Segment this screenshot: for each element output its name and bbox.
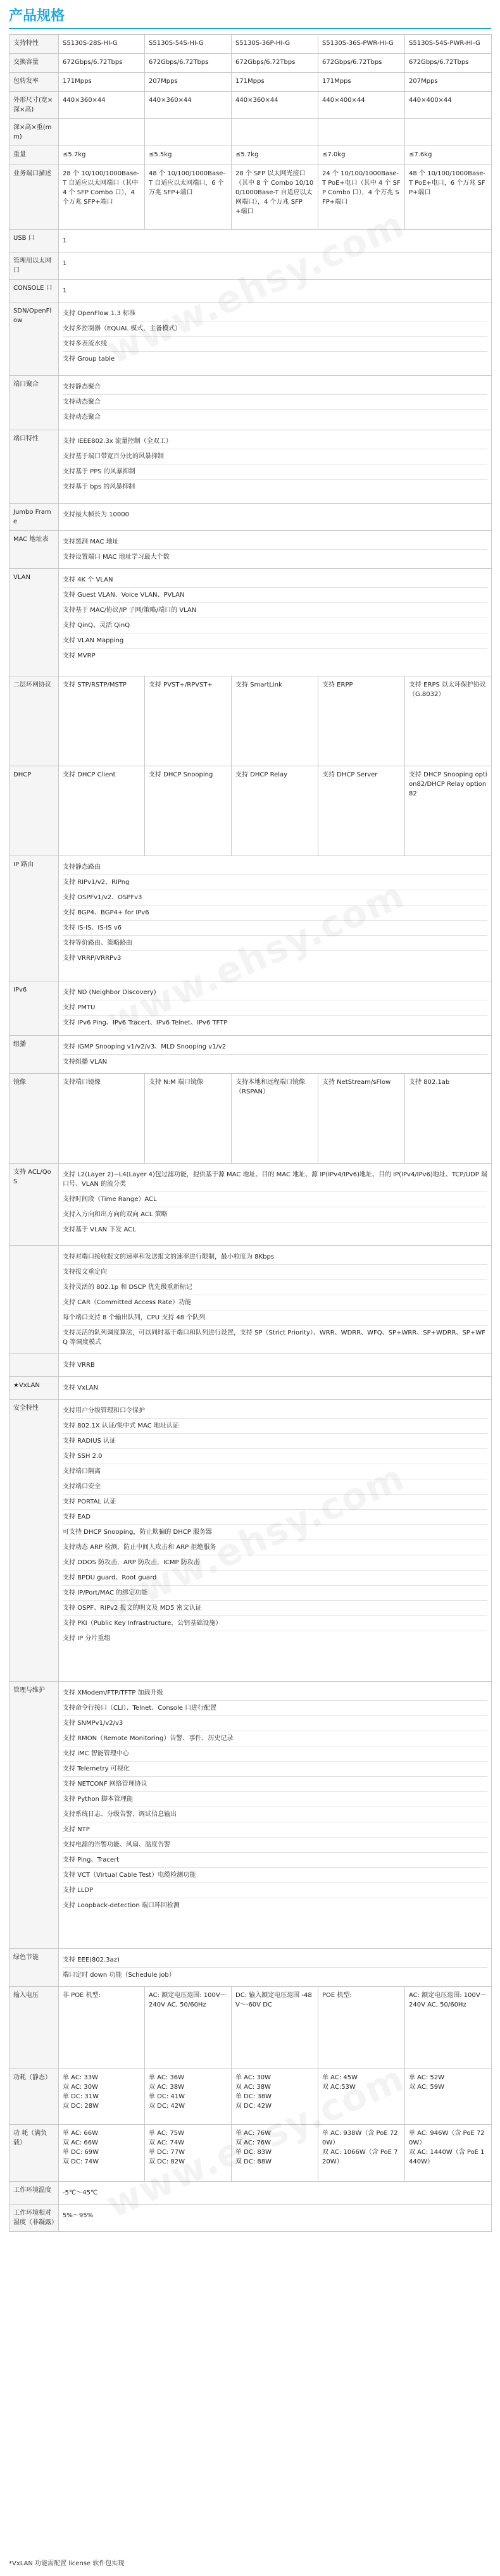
spec-cell: 672Gbps/6.72Tbps — [405, 54, 492, 73]
spec-row-label: 功耗（静态） — [9, 2069, 59, 2125]
spec-cell: 440×360×44 — [145, 92, 232, 119]
spec-row-label: 业务端口描述 — [9, 165, 59, 230]
spec-item: 支持 OpenFlow 1.3 标准 — [63, 306, 487, 321]
spec-row-label: 支持 ACL/QoS — [9, 1164, 59, 1246]
spec-cell: 支持本地和远程端口镜像（RSPAN） — [232, 1074, 318, 1164]
spec-item: 支持 802.1X 认证/集中式 MAC 地址认证 — [63, 1419, 487, 1434]
spec-item: 1 — [63, 260, 67, 267]
spec-item: 支持 DDOS 防攻击，ARP 防攻击，ICMP 防攻击 — [63, 1555, 487, 1571]
spec-cell: S5130S-28S-HI-G — [59, 35, 145, 54]
spec-cell: 672Gbps/6.72Tbps — [318, 54, 405, 73]
spec-item: 1 — [63, 237, 67, 244]
spec-item: 支持 Ping、Tracert — [63, 1853, 487, 1868]
spec-cell: 支持端口镜像 — [59, 1074, 145, 1164]
spec-merged-cell — [59, 1246, 492, 1354]
spec-row-label: SDN/OpenFlow — [9, 302, 59, 376]
spec-cell: 单 AC: 33W 双 AC: 30W 单 DC: 31W 双 DC: 28W — [59, 2069, 145, 2125]
spec-merged-cell — [59, 1949, 492, 1987]
spec-item: 支持基于端口带宽百分比的风暴抑制 — [63, 449, 487, 464]
spec-cell: 支持 ERPP — [318, 676, 405, 766]
spec-item: 支持等价路由、策略路由 — [63, 936, 487, 951]
spec-cell: 单 AC: 66W 双 AC: 66W 单 DC: 69W 双 DC: 74W — [59, 2125, 145, 2182]
spec-row — [9, 1377, 492, 1400]
spec-row — [9, 119, 492, 146]
spec-merged-cell — [59, 1682, 492, 1949]
spec-item: 支持入方向和出方向的双向 ACL 策略 — [63, 1207, 487, 1223]
spec-row — [9, 2182, 492, 2205]
title-divider — [9, 28, 491, 29]
spec-row-label: 管理用以太网口 — [9, 252, 59, 280]
spec-item: 支持 RIPv1/v2、RIPng — [63, 875, 487, 890]
spec-item: 支持 IPv6 Ping、IPv6 Tracert、IPv6 Telnet、IPv6 TFTP — [63, 1019, 228, 1026]
spec-cell: 672Gbps/6.72Tbps — [145, 54, 232, 73]
spec-cell: ≤5.7kg — [59, 146, 145, 165]
spec-row-label: IP 路由 — [9, 856, 59, 981]
spec-item: 支持 NETCONF 网络管理协议 — [63, 1777, 487, 1792]
spec-cell: 440×400×44 — [318, 92, 405, 119]
spec-cell: 207Mpps — [405, 73, 492, 92]
spec-item: 支持基于 VLAN 下发 ACL — [63, 1226, 136, 1233]
footnote: *VxLAN 功能需配置 license 软件包实现 — [9, 2560, 125, 2567]
spec-item: 支持 Loopback-detection 端口环回检测 — [63, 1902, 180, 1909]
spec-row-label: 端口特性 — [9, 430, 59, 504]
spec-merged-cell — [59, 1354, 492, 1377]
spec-merged-cell — [59, 1164, 492, 1246]
spec-merged-cell — [59, 504, 492, 531]
spec-item: 支持 IS-IS、IS-IS v6 — [63, 921, 487, 936]
spec-row — [9, 73, 492, 92]
spec-item: 支持端口安全 — [63, 1479, 487, 1495]
spec-cell: 单 AC: 52W 双 AC: 59W — [405, 2069, 492, 2125]
page-title: 产品规格 — [9, 8, 65, 24]
spec-item: 支持动态聚合 — [63, 414, 101, 421]
spec-cell: 48 个 10/100/1000Base-T PoE+电口，6 个万兆 SFP+端口 — [405, 165, 492, 230]
spec-row — [9, 1246, 492, 1354]
spec-cell: 单 AC: 75W 双 AC: 74W 单 DC: 77W 双 DC: 82W — [145, 2125, 232, 2182]
spec-cell: 单 AC: 76W 双 AC: 76W 单 DC: 83W 双 DC: 88W — [232, 2125, 318, 2182]
spec-item: 支持 BPDU guard、Root guard — [63, 1571, 487, 1586]
spec-row-label: 绿色节能 — [9, 1949, 59, 1987]
spec-row — [9, 92, 492, 119]
spec-item: 支持静态路由 — [63, 860, 487, 875]
spec-item: 支持系统日志、分级告警、调试信息输出 — [63, 1807, 487, 1822]
spec-merged-cell — [59, 1377, 492, 1400]
spec-item: 支持 SNMPv1/v2/v3 — [63, 1716, 487, 1731]
spec-item: 支持时间段（Time Range）ACL — [63, 1192, 487, 1207]
spec-row-label: 支持特性 — [9, 35, 59, 54]
spec-row-label: 管理与维护 — [9, 1682, 59, 1949]
spec-row — [9, 504, 492, 531]
spec-cell: 672Gbps/6.72Tbps — [59, 54, 145, 73]
spec-row — [9, 981, 492, 1036]
spec-item: 支持 OSPF、RIPv2 报文的明文及 MD5 密文认证 — [63, 1601, 487, 1616]
spec-item: 支持 L2(Layer 2)~L4(Layer 4)包过滤功能，提供基于源 MAC 地址、目的 MAC 地址、源 IP(IPv4/IPv6)地址、目的 IP(IPv4/IPv6)地址、TCP/UDP 端口号、VLAN 的流分类 — [63, 1167, 487, 1192]
spec-row — [9, 376, 492, 430]
spec-item: 可支持 DHCP Snooping，防止欺骗的 DHCP 服务器 — [63, 1525, 487, 1540]
spec-cell: 48 个 10/100/1000Base-T 自适应以太网端口，6 个万兆 SFP+端口 — [145, 165, 232, 230]
spec-row-label: 工作环境温度 — [9, 2182, 59, 2205]
spec-item: 支持静态聚合 — [63, 380, 487, 395]
spec-item: 支持 EEE(802.3az) — [63, 1953, 487, 1968]
spec-row-label: 输入电压 — [9, 1987, 59, 2069]
spec-cell: ≤5.5kg — [145, 146, 232, 165]
spec-row — [9, 2069, 492, 2125]
spec-item: 支持基于 bps 的风暴抑制 — [63, 483, 135, 490]
spec-item: 支持 EAD — [63, 1510, 487, 1525]
spec-item: 支持 PORTAL 认证 — [63, 1495, 487, 1510]
spec-cell: 28 个 10/100/1000Base-T 自适应以太网端口（其中 4 个 SFP Combo 口），4 个万兆 SFP+端口 — [59, 165, 145, 230]
spec-item: 支持 RADIUS 认证 — [63, 1434, 487, 1449]
spec-item: 支持 BGP4、BGP4+ for IPv6 — [63, 905, 487, 921]
spec-item: 支持用户分级管理和口令保护 — [63, 1403, 487, 1419]
spec-table — [9, 34, 492, 2232]
spec-item: 端口定时 down 功能（Schedule job） — [63, 1972, 175, 1979]
spec-item: 支持 NTP — [63, 1822, 487, 1838]
spec-row-label: Jumbo Frame — [9, 504, 59, 531]
spec-item: 支持灵活的队列调度算法，可以同时基于端口和队列进行设置，支持 SP（Strict Priority）、WRR、WDRR、WFQ、SP+WRR、SP+WDRR、SP+WFQ 等调度模式 — [63, 1329, 485, 1346]
spec-item: 支持 PMTU — [63, 1000, 487, 1016]
spec-cell: 支持 DHCP Snooping option82/DHCP Relay option82 — [405, 766, 492, 856]
spec-cell: 支持 ERPS 以太环保护协议（G.8032） — [405, 676, 492, 766]
spec-item: 每个端口支持 8 个输出队列，CPU 支持 48 个队列 — [63, 1310, 487, 1326]
spec-item: 支持设置端口 MAC 地址学习最大个数 — [63, 554, 170, 561]
spec-row-label: 镜像 — [9, 1074, 59, 1164]
spec-row — [9, 569, 492, 676]
spec-row — [9, 430, 492, 504]
spec-item: 5%～95% — [63, 2212, 94, 2219]
spec-row — [9, 531, 492, 569]
spec-cell: AC: 额定电压范围: 100V～240V AC, 50/60Hz — [145, 1987, 232, 2069]
spec-row-label: ★VxLAN — [9, 1377, 59, 1400]
spec-row-label: 包转发率 — [9, 73, 59, 92]
spec-cell — [318, 119, 405, 146]
spec-cell: ≤7.6kg — [405, 146, 492, 165]
spec-item: 支持最大帧长为 10000 — [63, 511, 129, 518]
spec-row-label: MAC 地址表 — [9, 531, 59, 569]
spec-cell: DC: 输入额定电压范围 -48V～-60V DC — [232, 1987, 318, 2069]
spec-item: 支持基于 MAC/协议/IP 子网/策略/端口的 VLAN — [63, 603, 487, 618]
spec-cell: AC: 额定电压范围: 100V～240V AC, 50/60Hz — [405, 1987, 492, 2069]
spec-cell — [145, 119, 232, 146]
spec-cell: S5130S-36S-PWR-HI-G — [318, 35, 405, 54]
spec-item: 支持多控制器（EQUAL 模式，主备模式） — [63, 321, 487, 337]
spec-item: 支持命令行接口（CLI）、Telnet、Console 口进行配置 — [63, 1701, 487, 1716]
spec-item: 支持 IGMP Snooping v1/v2/v3、MLD Snooping v1/v2 — [63, 1040, 487, 1055]
spec-item: 支持动态聚合 — [63, 395, 487, 410]
spec-item: 支持 ND (Neighbor Discovery) — [63, 985, 487, 1000]
spec-cell: 171Mpps — [318, 73, 405, 92]
spec-cell: ≤7.0kg — [318, 146, 405, 165]
spec-cell: ≤5.7kg — [232, 146, 318, 165]
spec-item: -5℃～45℃ — [63, 2189, 98, 2196]
spec-row — [9, 2205, 492, 2232]
spec-cell: POE 机型: — [318, 1987, 405, 2069]
spec-row-label: VLAN — [9, 569, 59, 676]
spec-cell: 支持 DHCP Client — [59, 766, 145, 856]
spec-row — [9, 165, 492, 230]
spec-cell — [232, 119, 318, 146]
spec-cell: 支持 SmartLink — [232, 676, 318, 766]
spec-row-label: 功 耗（满负载） — [9, 2125, 59, 2182]
spec-item: 支持 IEEE802.3x 流量控制（全双工） — [63, 434, 487, 449]
spec-row-label: 组播 — [9, 1036, 59, 1074]
spec-item: 支持 4K 个 VLAN — [63, 573, 487, 588]
spec-item: 支持动态 ARP 检测，防止中间人攻击和 ARP 拒绝服务 — [63, 1540, 487, 1555]
spec-item: 支持 IP/Port/MAC 的绑定功能 — [63, 1586, 487, 1601]
spec-item: 支持 iMC 智能管理中心 — [63, 1746, 487, 1762]
spec-item: 支持 XModem/FTP/TFTP 加载升级 — [63, 1686, 487, 1701]
spec-cell: 支持 DHCP Server — [318, 766, 405, 856]
spec-merged-cell — [59, 230, 492, 252]
spec-cell: 支持 DHCP Snooping — [145, 766, 232, 856]
spec-merged-cell — [59, 569, 492, 676]
spec-cell: 207Mpps — [145, 73, 232, 92]
spec-row — [9, 302, 492, 376]
spec-row — [9, 1682, 492, 1949]
spec-item: 支持 PKI（Public Key Infrastructure，公钥基础设施） — [63, 1616, 487, 1631]
spec-cell — [59, 119, 145, 146]
spec-merged-cell — [59, 430, 492, 504]
spec-merged-cell — [59, 1036, 492, 1074]
spec-cell: 支持 DHCP Relay — [232, 766, 318, 856]
spec-cell: S5130S-36P-HI-G — [232, 35, 318, 54]
spec-row-label: 端口聚合 — [9, 376, 59, 430]
spec-row-label: 交换容量 — [9, 54, 59, 73]
spec-item: 支持 Telemetry 可视化 — [63, 1762, 487, 1777]
spec-item: 支持 QinQ、灵活 QinQ — [63, 618, 487, 633]
spec-item: 支持 VRRB — [63, 1362, 95, 1369]
spec-item: 支持 LLDP — [63, 1883, 487, 1898]
spec-cell: 171Mpps — [59, 73, 145, 92]
spec-row-label — [9, 1246, 59, 1354]
spec-row-label: 工作环境相对湿度（非凝露） — [9, 2205, 59, 2232]
spec-row-label — [9, 1354, 59, 1377]
spec-item: 支持基于 PPS 的风暴抑制 — [63, 464, 487, 480]
spec-row — [9, 1987, 492, 2069]
spec-row — [9, 146, 492, 165]
spec-row — [9, 1074, 492, 1164]
spec-item: 支持 VxLAN — [63, 1384, 99, 1391]
spec-table-body — [9, 35, 492, 2232]
spec-row-label: 外形尺寸(宽×深×高) — [9, 92, 59, 119]
spec-merged-cell — [59, 531, 492, 569]
spec-row-label: CONSOLE 口 — [9, 280, 59, 302]
spec-cell: 440×360×44 — [232, 92, 318, 119]
spec-item: 支持多表流水线 — [63, 337, 487, 352]
spec-cell: 28 个 SFP 以太网光接口（其中 8 个 Combo 10/100/1000Base-T 自适应以太网端口），4 个万兆 SFP+端口 — [232, 165, 318, 230]
spec-row — [9, 54, 492, 73]
spec-row-label: 二层环网协议 — [9, 676, 59, 766]
spec-item: 支持 VRRP/VRRPv3 — [63, 955, 122, 962]
spec-cell: 支持 N:M 端口镜像 — [145, 1074, 232, 1164]
spec-cell: 支持 PVST+/RPVST+ — [145, 676, 232, 766]
spec-cell: S5130S-54S-PWR-HI-G — [405, 35, 492, 54]
spec-cell: 440×400×44 — [405, 92, 492, 119]
spec-cell: 支持 STP/RSTP/MSTP — [59, 676, 145, 766]
spec-item: 1 — [63, 287, 67, 294]
spec-item: 支持 RMON（Remote Monitoring）告警、事件、历史记录 — [63, 1731, 487, 1746]
spec-cell: 单 AC: 45W 双 AC:53W — [318, 2069, 405, 2125]
spec-item: 支持 OSPFv1/v2、OSPFv3 — [63, 890, 487, 905]
spec-cell: 单 AC: 938W（含 PoE 720W） 双 AC: 1066W（含 PoE 720W） — [318, 2125, 405, 2182]
spec-item: 支持 IP 分片重组 — [63, 1635, 111, 1642]
spec-row — [9, 676, 492, 766]
spec-item: 支持电源的告警功能、风扇、温度告警 — [63, 1838, 487, 1853]
spec-row — [9, 1949, 492, 1987]
spec-row — [9, 1164, 492, 1246]
spec-row-label: DHCP — [9, 766, 59, 856]
spec-cell: 171Mpps — [232, 73, 318, 92]
spec-item: 支持对端口接收报文的速率和发送报文的速率进行限制，最小粒度为 8Kbps — [63, 1250, 487, 1265]
spec-item: 支持 CAR（Committed Access Rate）功能 — [63, 1295, 487, 1310]
spec-row-label: 深×高×重(mm) — [9, 119, 59, 146]
spec-cell: 单 AC: 36W 双 AC: 38W 单 DC: 41W 双 DC: 42W — [145, 2069, 232, 2125]
spec-item: 支持 Python 脚本管理能 — [63, 1792, 487, 1807]
spec-row — [9, 35, 492, 54]
spec-cell: 672Gbps/6.72Tbps — [232, 54, 318, 73]
spec-cell: 单 AC: 946W（含 PoE 720W） 双 AC: 1440W（含 PoE 1440W） — [405, 2125, 492, 2182]
spec-row-label: IPv6 — [9, 981, 59, 1036]
spec-cell: 24 个 10/100/1000Base-T PoE+电口（其中 4 个 SFP Combo 口），4 个万兆 SFP+端口 — [318, 165, 405, 230]
spec-item: 支持 VCT（Virtual Cable Test）电缆检测功能 — [63, 1868, 487, 1883]
spec-merged-cell — [59, 376, 492, 430]
spec-cell — [405, 119, 492, 146]
spec-cell: 440×360×44 — [59, 92, 145, 119]
spec-item: 支持端口隔离 — [63, 1464, 487, 1479]
spec-cell: 支持 802.1ab — [405, 1074, 492, 1164]
spec-cell: 单 AC: 30W 双 AC: 38W 单 DC: 38W 双 DC: 42W — [232, 2069, 318, 2125]
spec-item: 支持 MVRP — [63, 652, 96, 659]
spec-item: 支持黑洞 MAC 地址 — [63, 535, 487, 550]
spec-cell: 非 POE 机型: — [59, 1987, 145, 2069]
spec-row-label: USB 口 — [9, 230, 59, 252]
spec-item: 支持灵活的 802.1p 和 DSCP 优先级重新标记 — [63, 1280, 487, 1295]
spec-item: 支持 Guest VLAN、Voice VLAN、PVLAN — [63, 588, 487, 603]
spec-row-label: 安全特性 — [9, 1400, 59, 1682]
spec-row — [9, 230, 492, 252]
spec-cell: 支持 NetStream/sFlow — [318, 1074, 405, 1164]
spec-row — [9, 766, 492, 856]
spec-cell: S5130S-54S-HI-G — [145, 35, 232, 54]
spec-item: 支持 SSH 2.0 — [63, 1449, 487, 1464]
spec-item: 支持 Group table — [63, 356, 115, 363]
spec-row — [9, 1036, 492, 1074]
spec-row — [9, 1354, 492, 1377]
spec-item: 支持报文重定向 — [63, 1265, 487, 1280]
spec-item: 支持 VLAN Mapping — [63, 633, 487, 649]
spec-item: 支持组播 VLAN — [63, 1059, 108, 1066]
spec-row-label: 重量 — [9, 146, 59, 165]
